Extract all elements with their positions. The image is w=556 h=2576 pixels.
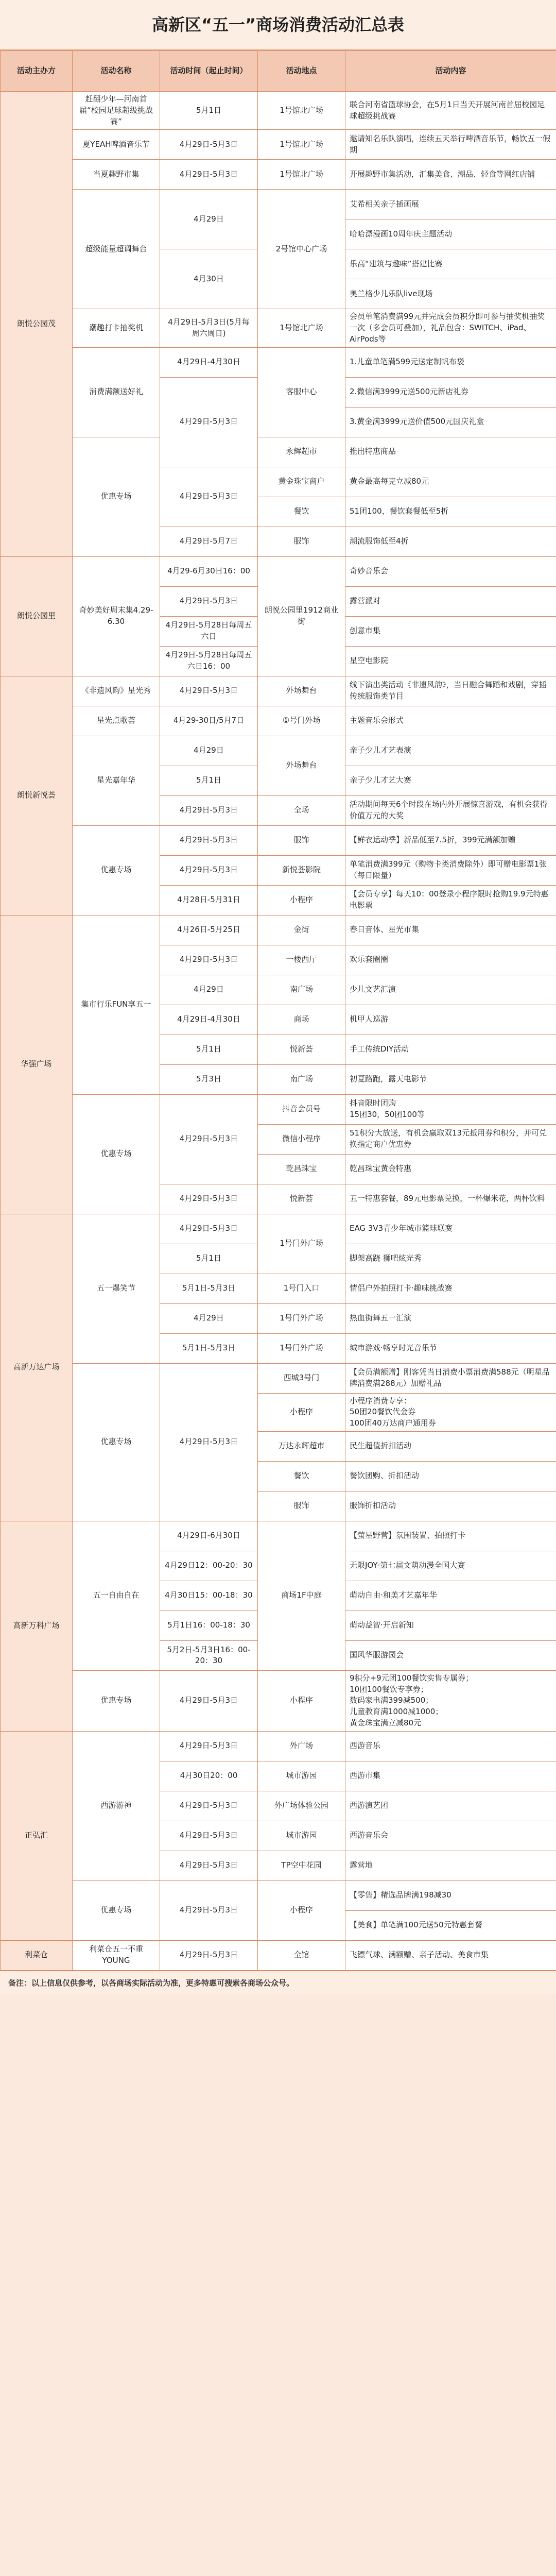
activity-time-cell: 4月29-6月30日16：00 <box>160 556 258 586</box>
activity-name-cell: 优惠专场 <box>73 1880 160 1940</box>
activity-time-cell: 4月26日-5月25日 <box>160 915 258 945</box>
activity-time-cell: 4月29日-5月3日 <box>160 467 258 527</box>
organizer-cell: 正弘汇 <box>1 1731 73 1940</box>
table-body <box>1 92 556 1971</box>
activity-name-cell: 奇妙美好周末集4.29-6.30 <box>73 556 160 676</box>
activity-time-cell: 4月29日-4月30日 <box>160 347 258 377</box>
activity-time-cell: 4月29日-5月3日 <box>160 795 258 825</box>
activity-content-cell: 飞镖气球、满额赠、亲子活动、美食市集 <box>345 1940 556 1970</box>
activity-time-cell: 5月1日 <box>160 1035 258 1064</box>
activity-location-cell: 微信小程序 <box>258 1124 345 1154</box>
activity-location-cell: 1号馆北广场 <box>258 309 345 347</box>
table-row <box>1 1521 556 1551</box>
organizer-cell: 高新万科广场 <box>1 1521 73 1731</box>
activity-content-cell: 欢乐套圈圈 <box>345 945 556 975</box>
activity-location-cell: 全场 <box>258 795 345 825</box>
activity-name-cell: 优惠专场 <box>73 1670 160 1731</box>
activity-content-cell: 服饰折扣活动 <box>345 1491 556 1521</box>
activity-content-cell: 【零售】精选品牌满198减30 <box>345 1880 556 1910</box>
activity-time-cell: 4月29日-5月28日每周五六日16：00 <box>160 646 258 676</box>
page-title: 高新区“五一”商场消费活动汇总表 <box>0 0 556 50</box>
activity-content-cell: 国风华服游园会 <box>345 1640 556 1670</box>
activity-name-cell: 优惠专场 <box>73 1363 160 1521</box>
table-row <box>1 309 556 347</box>
activity-time-cell: 4月29日 <box>160 1303 258 1333</box>
activity-location-cell: 悦新荟 <box>258 1035 345 1064</box>
activity-location-cell: 外广场 <box>258 1731 345 1761</box>
activity-time-cell: 4月29日 <box>160 975 258 1005</box>
activity-time-cell: 5月2日-5月3日16：00-20：30 <box>160 1640 258 1670</box>
activity-time-cell: 4月29日-5月3日 <box>160 1791 258 1821</box>
activity-location-cell: ①号门外场 <box>258 706 345 736</box>
activity-content-cell: 51团100，餐饮套餐低至5折 <box>345 497 556 527</box>
activity-content-cell: 西游音乐 <box>345 1731 556 1761</box>
activity-time-cell: 5月1日 <box>160 92 258 130</box>
activity-location-cell: 悦新荟 <box>258 1184 345 1214</box>
activity-time-cell: 5月1日 <box>160 1244 258 1274</box>
activity-location-cell: 新悦荟影院 <box>258 855 345 885</box>
activity-time-cell: 5月1日-5月3日 <box>160 1274 258 1303</box>
activity-time-cell: 4月30日20：00 <box>160 1761 258 1791</box>
activity-content-cell: 无限JOY·第七届文萌动漫全国大赛 <box>345 1551 556 1581</box>
activity-time-cell: 4月29-30日/5月7日 <box>160 706 258 736</box>
activity-content-cell: 露营派对 <box>345 586 556 616</box>
activity-content-cell: 会员单笔消费满99元并完成会员积分即可参与抽奖机抽奖一次（多会员可叠加），礼品包含：SWITCH、iPad、AirPods等 <box>345 309 556 347</box>
activity-content-cell: 联合河南省篮球协会，在5月1日当天开展河南首届校园足球超级挑战赛 <box>345 92 556 130</box>
table-row <box>1 347 556 377</box>
activity-time-cell: 4月29日-5月3日 <box>160 1670 258 1731</box>
activity-location-cell: 1号门外广场 <box>258 1333 345 1363</box>
activity-content-cell: 机甲人巡游 <box>345 1005 556 1035</box>
activity-name-cell: 星光嘉年华 <box>73 736 160 825</box>
activity-name-cell: 优惠专场 <box>73 437 160 556</box>
activity-content-cell: 西游演艺团 <box>345 1791 556 1821</box>
activity-time-cell: 4月30日 <box>160 249 258 309</box>
header-activity-name: 活动名称 <box>73 51 160 92</box>
activity-time-cell: 4月29日 <box>160 190 258 249</box>
activity-name-cell: 星光点歌荟 <box>73 706 160 736</box>
activity-content-cell: 推出特惠商品 <box>345 437 556 467</box>
table-row <box>1 92 556 130</box>
activity-time-cell: 5月1日 <box>160 766 258 795</box>
table-row <box>1 676 556 706</box>
activity-time-cell: 4月29日-5月3日 <box>160 855 258 885</box>
activity-time-cell: 4月29日-5月3日 <box>160 1821 258 1851</box>
activity-content-cell: 开展趣野市集活动，汇集美食、潮品、轻食等网红店铺 <box>345 160 556 190</box>
table-row <box>1 437 556 467</box>
activity-time-cell: 4月29日-5月3日 <box>160 1363 258 1521</box>
activity-content-cell: 五一特惠套餐，89元电影票兑换，一杯爆米花，两杯饮料 <box>345 1184 556 1214</box>
table-row <box>1 706 556 736</box>
activity-content-cell: 活动期间每天6个时段在场内外开展惊喜游戏，有机会获得价值万元的大奖 <box>345 795 556 825</box>
activity-content-cell: 情侣户外拍照打卡·趣味挑战赛 <box>345 1274 556 1303</box>
table-row <box>1 160 556 190</box>
activity-location-cell: 2号馆中心广场 <box>258 190 345 309</box>
activity-location-cell: 朗悦公园里1912商业街 <box>258 556 345 676</box>
activity-time-cell: 4月29日-5月3日 <box>160 1880 258 1940</box>
activity-time-cell: 4月29日-5月3日 <box>160 1940 258 1970</box>
activity-name-cell: 利菜仓五一不重YOUNG <box>73 1940 160 1970</box>
activity-content-cell: 萌动益智·开启新知 <box>345 1611 556 1640</box>
activity-time-cell: 4月29日-5月3日 <box>160 377 258 467</box>
activity-name-cell: 超级能量超调舞台 <box>73 190 160 309</box>
activity-content-cell: 抖音限时团购 15团30，50团100等 <box>345 1094 556 1124</box>
activity-location-cell: 万达永辉超市 <box>258 1431 345 1461</box>
organizer-cell: 朗悦公园茂 <box>1 92 73 557</box>
activity-content-cell: 潮流服饰低至4折 <box>345 527 556 556</box>
activity-content-cell: EAG 3V3青少年城市篮球联赛 <box>345 1214 556 1244</box>
activity-time-cell: 4月29日-5月3日 <box>160 586 258 616</box>
activity-location-cell: 金街 <box>258 915 345 945</box>
activity-content-cell: 星空电影院 <box>345 646 556 676</box>
organizer-cell: 华强广场 <box>1 915 73 1214</box>
activity-time-cell: 4月29日-5月3日 <box>160 825 258 855</box>
activity-location-cell: 商场1F中庭 <box>258 1521 345 1670</box>
activity-content-cell: 2.微信满3999元送500元新店礼券 <box>345 377 556 407</box>
activity-content-cell: 3.黄金满3999元送价值500元国庆礼盒 <box>345 407 556 437</box>
activity-location-cell: 南广场 <box>258 1064 345 1094</box>
header-activity-time: 活动时间（起止时间） <box>160 51 258 92</box>
organizer-cell: 朗悦公园里 <box>1 556 73 676</box>
header-organizer: 活动主办方 <box>1 51 73 92</box>
activity-content-cell: 乾昌珠宝黄金特惠 <box>345 1154 556 1184</box>
activity-content-cell: 露营地 <box>345 1851 556 1880</box>
footnote: 备注：以上信息仅供参考，以各商场实际活动为准，更多特惠可搜索各商场公众号。 <box>0 1971 556 1994</box>
activity-name-cell: 集市行乐FUN享五一 <box>73 915 160 1094</box>
activity-content-cell: 邀请知名乐队演唱，连续五天举行啤酒音乐节，畅饮五一假期 <box>345 130 556 160</box>
activity-content-cell: 脚架高跷 狮吧炫光秀 <box>345 1244 556 1274</box>
activity-content-cell: 艾希相关亲子插画展 <box>345 190 556 219</box>
activity-content-cell: 【会员满额赠】刚客凭当日消费小票消费满588元（明星品牌消费满288元）加赠礼品 <box>345 1363 556 1393</box>
activity-location-cell: 1号馆北广场 <box>258 92 345 130</box>
activity-time-cell: 4月29日-5月3日 <box>160 1094 258 1184</box>
activity-location-cell: TP空中花园 <box>258 1851 345 1880</box>
activity-content-cell: 春日音体、星光市集 <box>345 915 556 945</box>
activity-time-cell: 4月29日-4月30日 <box>160 1005 258 1035</box>
activity-name-cell: 潮趣打卡抽奖机 <box>73 309 160 347</box>
activity-time-cell: 4月29日-5月3日 <box>160 676 258 706</box>
activity-location-cell: 城市游园 <box>258 1761 345 1791</box>
activity-location-cell: 城市游园 <box>258 1821 345 1851</box>
activity-content-cell: 乐高“建筑与趣味”搭建比赛 <box>345 249 556 279</box>
activity-content-cell: 亲子少儿才艺大赛 <box>345 766 556 795</box>
activity-name-cell: 夏YEAH啤酒音乐节 <box>73 130 160 160</box>
activity-content-cell: 少儿文艺汇演 <box>345 975 556 1005</box>
activity-name-cell: 五一爆笑节 <box>73 1214 160 1363</box>
activity-location-cell: 餐饮 <box>258 497 345 527</box>
table-row <box>1 825 556 855</box>
table-row <box>1 130 556 160</box>
activity-time-cell: 5月1日-5月3日 <box>160 1333 258 1363</box>
activity-location-cell: 乾昌珠宝 <box>258 1154 345 1184</box>
activity-time-cell: 4月29日-5月3日 <box>160 160 258 190</box>
activity-time-cell: 4月29日-5月3日(5月每周六周日) <box>160 309 258 347</box>
activity-time-cell: 4月29日-5月3日 <box>160 945 258 975</box>
activity-time-cell: 4月29日12：00-20：30 <box>160 1551 258 1581</box>
activity-location-cell: 1号门入口 <box>258 1274 345 1303</box>
activity-location-cell: 商场 <box>258 1005 345 1035</box>
activity-location-cell: 1号馆北广场 <box>258 130 345 160</box>
activity-content-cell: 西游市集 <box>345 1761 556 1791</box>
activity-content-cell: 餐饮团购、折扣活动 <box>345 1461 556 1491</box>
activity-time-cell: 4月29日-5月3日 <box>160 1731 258 1761</box>
activity-time-cell: 4月29日-5月3日 <box>160 1214 258 1244</box>
activity-location-cell: 外广场体验公园 <box>258 1791 345 1821</box>
activity-content-cell: 亲子少儿才艺表演 <box>345 736 556 766</box>
activity-location-cell: 服饰 <box>258 825 345 855</box>
table-row <box>1 1670 556 1731</box>
activity-content-cell: 【鲜衣运动季】新品低至7.5折，399元满额加赠 <box>345 825 556 855</box>
activity-name-cell: 消费满额送好礼 <box>73 347 160 437</box>
activity-location-cell: 1号门外广场 <box>258 1303 345 1333</box>
activity-time-cell: 4月29日-5月3日 <box>160 1851 258 1880</box>
activity-content-cell: 奥兰格少儿乐队live现场 <box>345 279 556 309</box>
organizer-cell: 朗悦新悦荟 <box>1 676 73 915</box>
activity-time-cell: 5月3日 <box>160 1064 258 1094</box>
activity-content-cell: 【美食】单笔满100元送50元特惠套餐 <box>345 1910 556 1940</box>
activity-content-cell: 【萤星野营】氛围装置、拍照打卡 <box>345 1521 556 1551</box>
activity-name-cell: 西游游神 <box>73 1731 160 1880</box>
activity-name-cell: 优惠专场 <box>73 825 160 915</box>
activity-time-cell: 5月1日16：00-18：30 <box>160 1611 258 1640</box>
activity-location-cell: 外场舞台 <box>258 676 345 706</box>
activity-time-cell: 4月29日-5月28日每周五六日 <box>160 616 258 646</box>
activity-content-cell: 黄金最高每克立减80元 <box>345 467 556 497</box>
activity-location-cell: 黄金珠宝商户 <box>258 467 345 497</box>
activity-location-cell: 南广场 <box>258 975 345 1005</box>
activity-table <box>0 50 556 1971</box>
activity-content-cell: 【会员专享】每天10：00登录小程序限时抢购19.9元特惠电影票 <box>345 885 556 915</box>
activity-content-cell: 初夏路跑，露天电影节 <box>345 1064 556 1094</box>
activity-time-cell: 4月29日-6月30日 <box>160 1521 258 1551</box>
table-row <box>1 1940 556 1970</box>
activity-name-cell: 赶翻少年—河南首届“校园足球超级挑战赛” <box>73 92 160 130</box>
activity-location-cell: 抖音会员号 <box>258 1094 345 1124</box>
activity-location-cell: 永辉超市 <box>258 437 345 467</box>
activity-location-cell: 小程序 <box>258 1880 345 1940</box>
activity-content-cell: 西游音乐会 <box>345 1821 556 1851</box>
table-row <box>1 1363 556 1393</box>
activity-location-cell: 服饰 <box>258 1491 345 1521</box>
activity-content-cell: 单笔消费满399元（购物卡类消费除外）即可赠电影票1张（每日限量） <box>345 855 556 885</box>
activity-location-cell: 一楼西厅 <box>258 945 345 975</box>
activity-location-cell: 小程序 <box>258 885 345 915</box>
activity-content-cell: 主题音乐会形式 <box>345 706 556 736</box>
activity-name-cell: 当夏趣野市集 <box>73 160 160 190</box>
activity-content-cell: 热血街舞五一汇演 <box>345 1303 556 1333</box>
header-activity-content: 活动内容 <box>345 51 556 92</box>
activity-content-cell: 民生超值折扣活动 <box>345 1431 556 1461</box>
activity-time-cell: 4月29日-5月3日 <box>160 130 258 160</box>
activity-location-cell: 服饰 <box>258 527 345 556</box>
table-row <box>1 1880 556 1910</box>
activity-location-cell: 小程序 <box>258 1393 345 1431</box>
organizer-cell: 利菜仓 <box>1 1940 73 1970</box>
table-row <box>1 1731 556 1761</box>
organizer-cell: 高新万达广场 <box>1 1214 73 1521</box>
activity-time-cell: 4月29日 <box>160 736 258 766</box>
table-row <box>1 915 556 945</box>
activity-content-cell: 哈哈漂漫画10周年庆主题活动 <box>345 219 556 249</box>
activity-content-cell: 小程序消费专享： 50团20餐饮代金券 100团40万达商户通用券 <box>345 1393 556 1431</box>
table-row <box>1 736 556 766</box>
table-row <box>1 556 556 586</box>
activity-content-cell: 奇妙音乐会 <box>345 556 556 586</box>
table-header-row <box>1 51 556 92</box>
activity-time-cell: 4月28日-5月31日 <box>160 885 258 915</box>
activity-content-cell: 1.儿童单笔满599元送定制帆布袋 <box>345 347 556 377</box>
table-row <box>1 1214 556 1244</box>
activity-name-cell: 五一自由自在 <box>73 1521 160 1670</box>
activity-location-cell: 全馆 <box>258 1940 345 1970</box>
activity-content-cell: 手工传统DIY活动 <box>345 1035 556 1064</box>
activity-location-cell: 客服中心 <box>258 347 345 437</box>
activity-time-cell: 4月29日-5月3日 <box>160 1184 258 1214</box>
activity-name-cell: 优惠专场 <box>73 1094 160 1214</box>
activity-content-cell: 51积分大放送，有机会赢取双13元抵用券和积分，并可兑换指定商户优惠券 <box>345 1124 556 1154</box>
activity-content-cell: 9积分+9元团100餐饮实售专属券； 10团100餐饮专享券； 数码家电满399减500； 儿童教育满1000减1000； 黄金珠宝满立减80元 <box>345 1670 556 1731</box>
activity-content-cell: 线下演出类活动《非遗风韵》，当日融合舞蹈和戏剧，穿插传统服饰类节目 <box>345 676 556 706</box>
activity-content-cell: 城市游戏·畅享时光音乐节 <box>345 1333 556 1363</box>
activity-content-cell: 创意市集 <box>345 616 556 646</box>
table-row <box>1 190 556 219</box>
activity-name-cell: 《非遗风韵》星光秀 <box>73 676 160 706</box>
activity-location-cell: 外场舞台 <box>258 736 345 795</box>
activity-time-cell: 4月30日15：00-18：30 <box>160 1581 258 1611</box>
activity-content-cell: 萌动自由·和美才艺嘉年华 <box>345 1581 556 1611</box>
activity-time-cell: 4月29日-5月7日 <box>160 527 258 556</box>
activity-location-cell: 餐饮 <box>258 1461 345 1491</box>
header-activity-location: 活动地点 <box>258 51 345 92</box>
activity-location-cell: 小程序 <box>258 1670 345 1731</box>
activity-location-cell: 1号馆北广场 <box>258 160 345 190</box>
activity-location-cell: 1号门外广场 <box>258 1214 345 1274</box>
activity-location-cell: 西城3号门 <box>258 1363 345 1393</box>
table-row <box>1 1094 556 1124</box>
